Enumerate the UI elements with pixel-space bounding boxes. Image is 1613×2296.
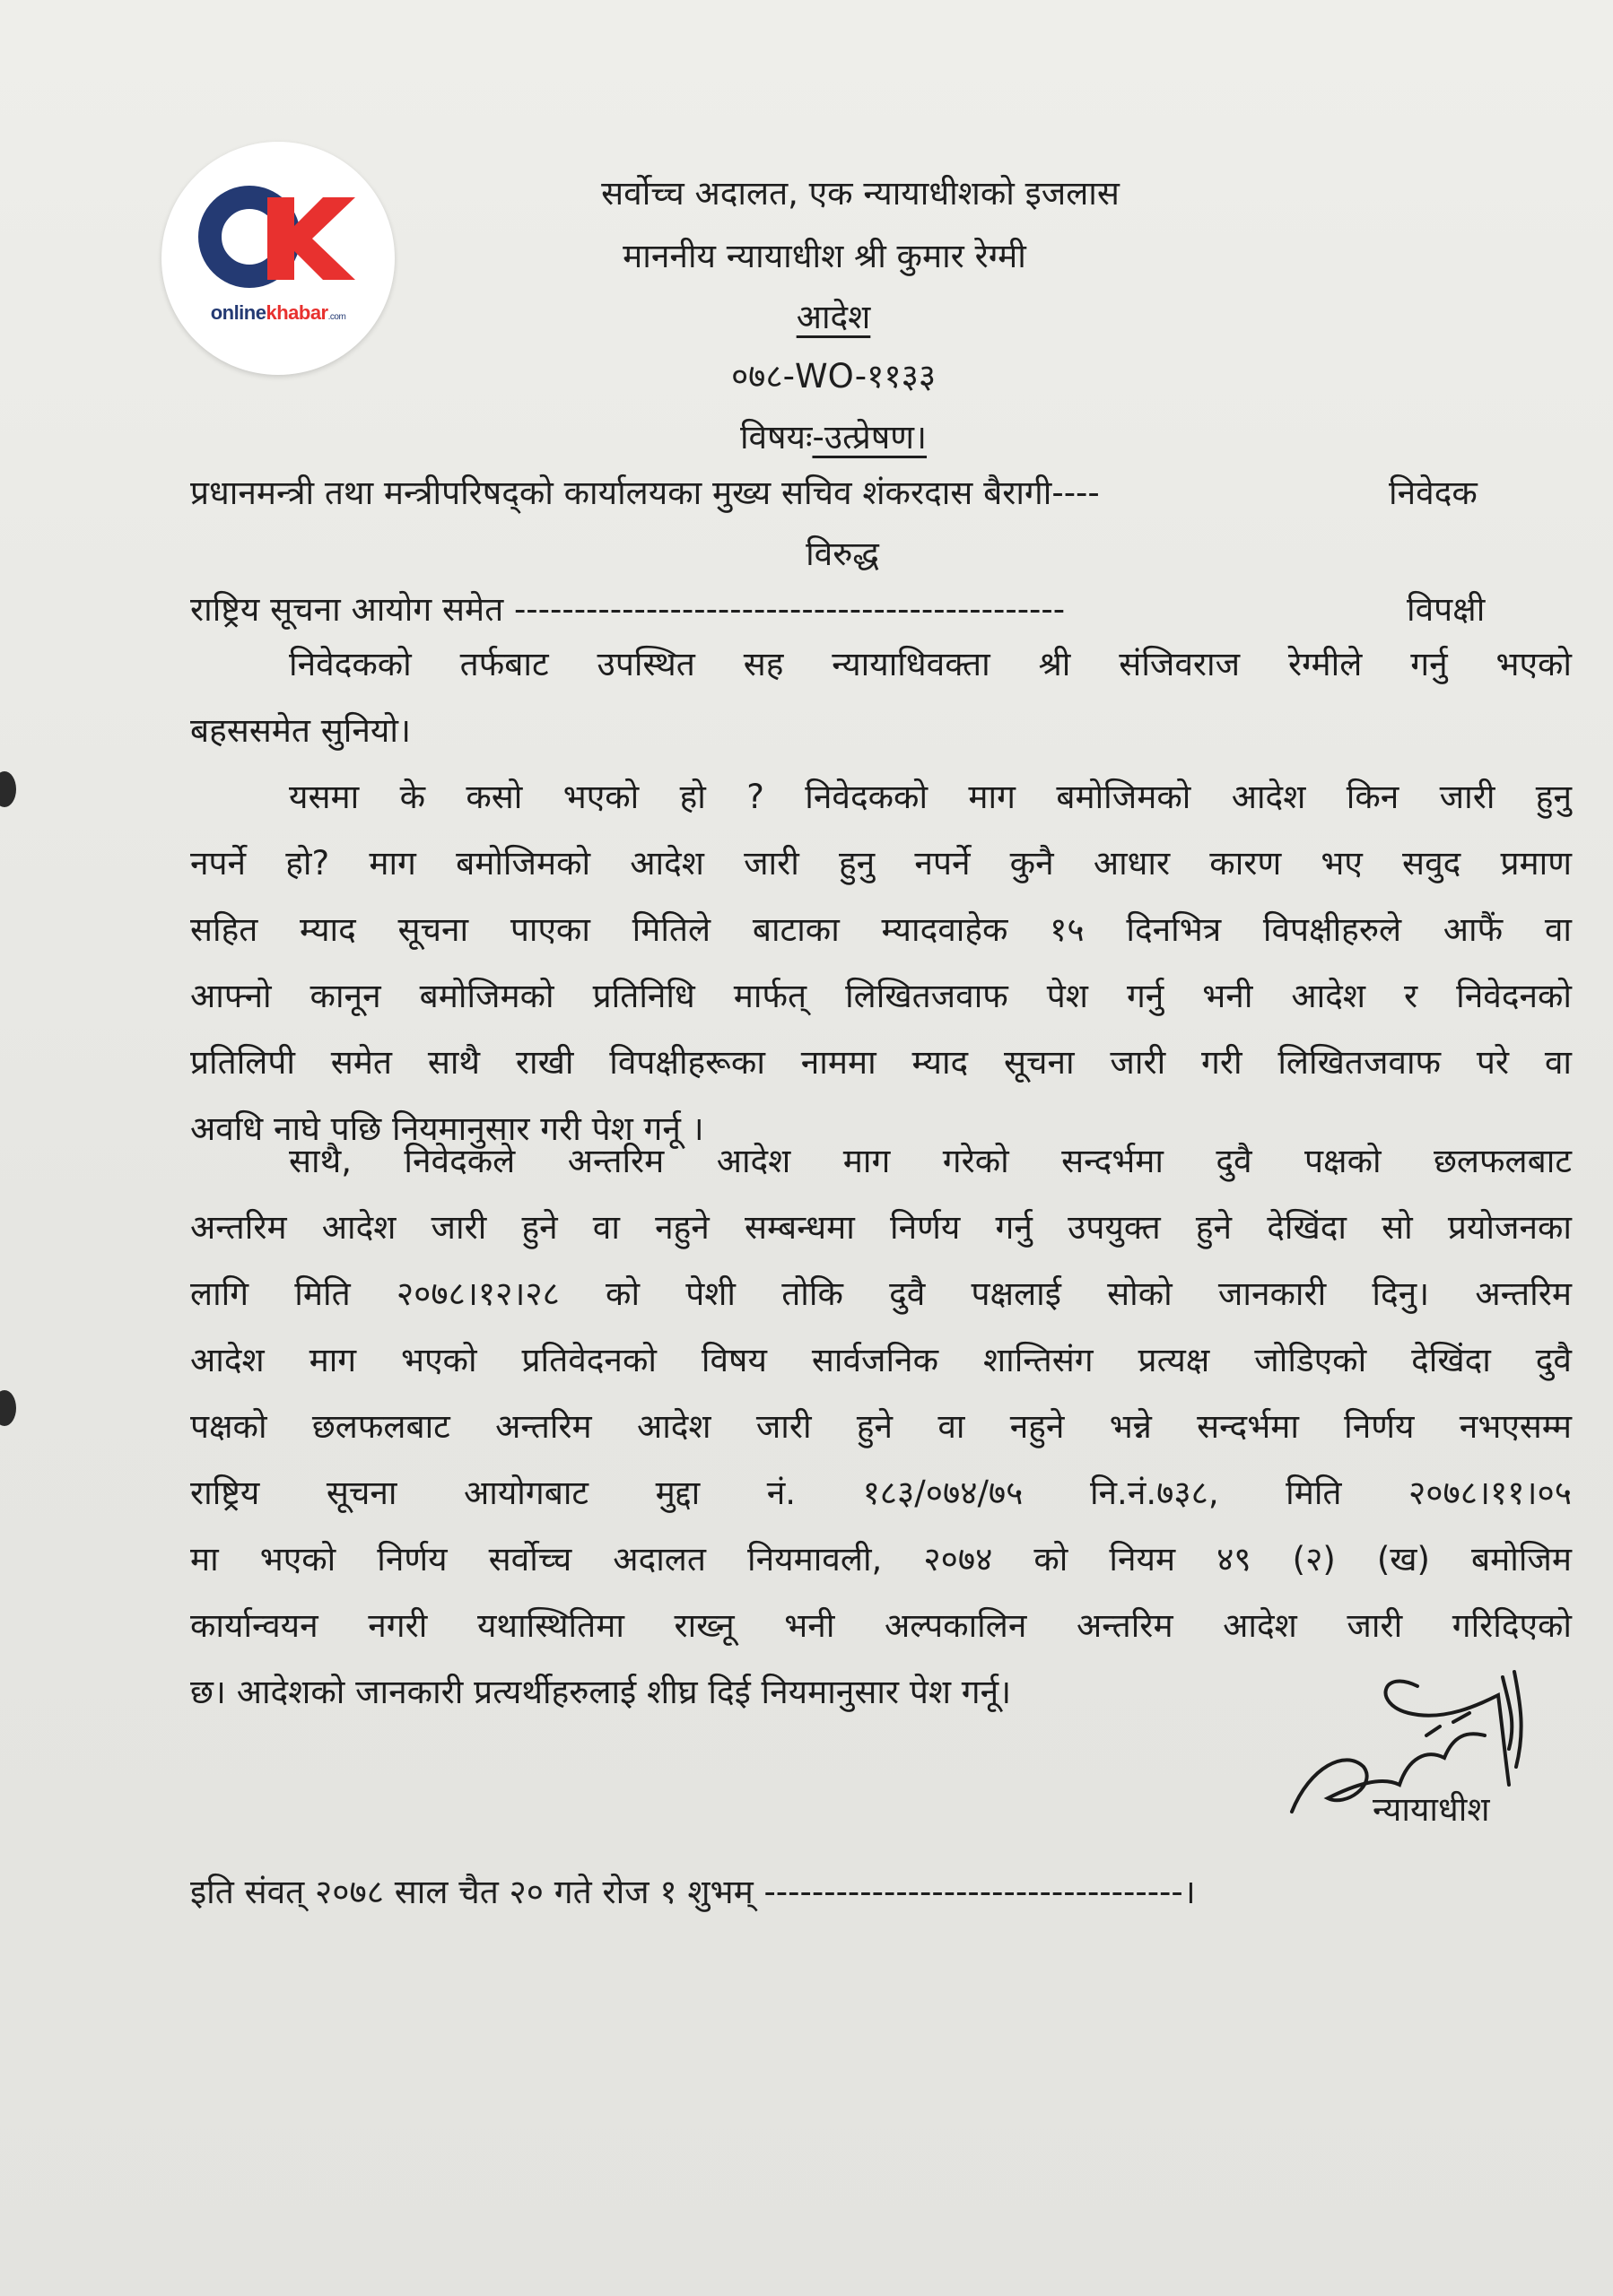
petitioner-role: निवेदक (1389, 474, 1478, 512)
punch-hole (0, 771, 16, 807)
logo-text-domain: .com (327, 312, 346, 322)
paragraph-line: आफ्नो कानून बमोजिमको प्रतिनिधि मार्फत् लिखितजवाफ पेश गर्नु भनी आदेश र निवेदनको (190, 977, 1572, 1015)
paragraph-line: आदेश माग भएको प्रतिवेदनको विषय सार्वजनिक शान्तिसंग प्रत्यक्ष जोडिएको देखिंदा दुवै (190, 1341, 1572, 1379)
court-heading: सर्वोच्च अदालत, एक न्यायाधीशको इजलास (601, 174, 1120, 213)
paragraph-line: बहससमेत सुनियो। (190, 711, 411, 750)
paragraph-line: पक्षको छलफलबाट अन्तरिम आदेश जारी हुने वा नहुने भन्ने सन्दर्भमा निर्णय नभएसम्म (190, 1407, 1572, 1446)
paragraph-interim-order (190, 1128, 1572, 1726)
document-title: आदेश (796, 298, 871, 336)
petitioner-name: प्रधानमन्त्री तथा मन्त्रीपरिषद्को कार्यालयका मुख्य सचिव शंकरदास बैरागी---- (190, 474, 1100, 512)
paragraph-line: नपर्ने हो? माग बमोजिमको आदेश जारी हुनु नपर्ने कुनै आधार कारण भए सवुद प्रमाण (190, 844, 1572, 883)
paragraph-line: छ। आदेशको जानकारी प्रत्यर्थीहरुलाई शीघ्र दिई नियमानुसार पेश गर्नू। (190, 1673, 1012, 1711)
subject-label: विषयः (739, 418, 813, 457)
paragraph-line: सहित म्याद सूचना पाएका मितिले बाटाका म्यादवाहेक १५ दिनभित्र विपक्षीहरुले आफैं वा (190, 910, 1572, 949)
paragraph-line: कार्यान्वयन नगरी यथास्थितिमा राख्नू भनी अल्पकालिन अन्तरिम आदेश जारी गरिदिएको (190, 1606, 1572, 1645)
subject-value: -उत्प्रेषण। (812, 418, 928, 457)
paragraph-line: साथै, निवेदकले अन्तरिम आदेश माग गरेको सन्दर्भमा दुवै पक्षको छलफलबाट (289, 1142, 1572, 1180)
paragraph-line: प्रतिलिपी समेत साथै राखी विपक्षीहरूका नाममा म्याद सूचना जारी गरी लिखितजवाफ परे वा (190, 1043, 1572, 1082)
paragraph-line: लागि मिति २०७८।१२।२८ को पेशी तोकि दुवै पक्षलाई सोको जानकारी दिनु। अन्तरिम (190, 1274, 1572, 1313)
paragraph-line: निवेदकको तर्फबाट उपस्थित सह न्यायाधिवक्ता श्री संजिवराज रेग्मीले गर्नु भएको (289, 645, 1572, 683)
respondent-name: राष्ट्रिय सूचना आयोग समेत ---------------------------------------------- (190, 590, 1066, 629)
signature-label: न्यायाधीश (1373, 1790, 1490, 1829)
case-number: ०७८-WO-११३३ (730, 357, 937, 396)
punch-hole (0, 1390, 16, 1426)
versus-label: विरुद्ध (806, 535, 879, 573)
paragraph-show-cause (190, 764, 1572, 1162)
date-line: इति संवत् २०७८ साल चैत २० गते रोज १ शुभम् -----------------------------------। (190, 1873, 1196, 1911)
paragraph-hearing (190, 631, 1572, 764)
logo-text-online: online (210, 301, 266, 324)
paragraph-line: अन्तरिम आदेश जारी हुने वा नहुने सम्बन्धमा निर्णय गर्नु उपयुक्त हुने देखिंदा सो प्रयोजनका (190, 1208, 1572, 1247)
judge-name: माननीय न्यायाधीश श्री कुमार रेग्मी (623, 237, 1026, 275)
paragraph-line: राष्ट्रिय सूचना आयोगबाट मुद्दा नं. १८३/०७४/७५ नि.नं.७३८, मिति २०७८।११।०५ (190, 1474, 1572, 1512)
paragraph-line: मा भएको निर्णय सर्वोच्च अदालत नियमावली, २०७४ को नियम ४९ (२) (ख) बमोजिम (190, 1540, 1572, 1578)
logo-text-khabar: khabar (266, 301, 328, 324)
paragraph-line: यसमा के कसो भएको हो ? निवेदकको माग बमोजिमको आदेश किन जारी हुनु (289, 778, 1572, 816)
respondent-role: विपक्षी (1407, 590, 1486, 629)
subject-line (27, 413, 1613, 458)
paragraph-line: अवधि नाघे पछि नियमानुसार गरी पेश गर्नू । (190, 1109, 704, 1148)
